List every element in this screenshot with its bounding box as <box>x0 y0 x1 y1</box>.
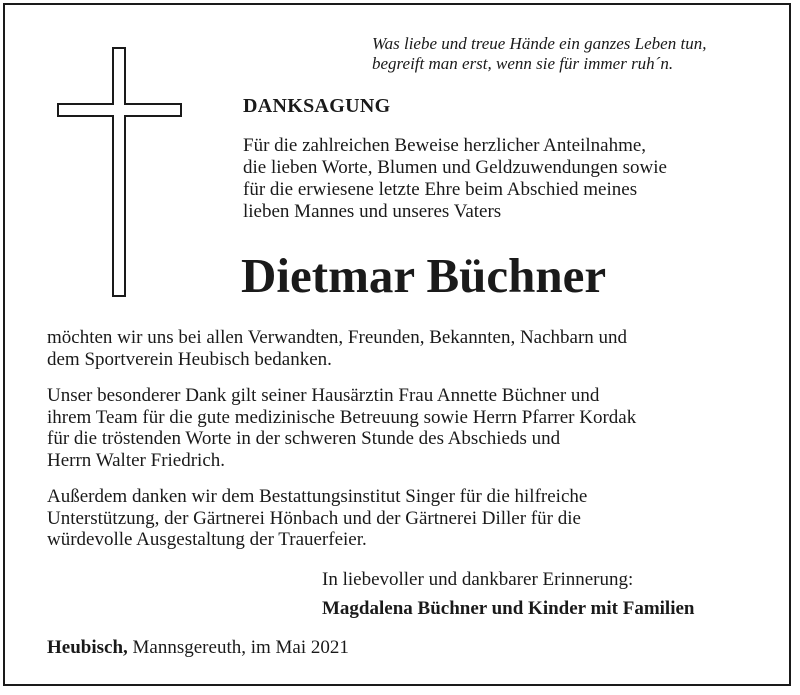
place-name: Heubisch, <box>47 637 128 658</box>
signature: Magdalena Büchner und Kinder mit Familien <box>322 598 695 619</box>
paragraph-line: Unser besonderer Dank gilt seiner Hausärztin Frau Annette Büchner und <box>47 385 600 406</box>
intro-line: Für die zahlreichen Beweise herzlicher Anteilnahme, <box>243 135 647 156</box>
paragraph-line: ihrem Team für die gute medizinische Betreuung sowie Herrn Pfarrer Kordak <box>47 406 637 428</box>
intro-line: für die erwiesene letzte Ehre beim Abschied meines <box>243 179 638 200</box>
motto-line: begreift man erst, wenn sie für immer ruh´n. <box>372 54 674 73</box>
place-date-text: Mannsgereuth, im Mai 2021 <box>127 637 349 658</box>
thanks-paragraph-2 <box>47 385 767 471</box>
paragraph-line: Unterstützung, der Gärtnerei Hönbach und der Gärtnerei Diller für die <box>47 507 581 529</box>
intro-line: die lieben Worte, Blumen und Geldzuwendungen sowie <box>243 157 667 178</box>
intro-text <box>243 135 773 223</box>
closing-line: In liebevoller und dankbarer Erinnerung: <box>322 569 634 590</box>
place-date <box>47 637 349 659</box>
thanks-paragraph-3 <box>47 486 767 551</box>
deceased-name: Dietmar Büchner <box>241 248 607 303</box>
cross-icon <box>57 47 182 297</box>
paragraph-line: dem Sportverein Heubisch bedanken. <box>47 348 332 370</box>
paragraph-line: Außerdem danken wir dem Bestattungsinstitut Singer für die hilfreiche <box>47 486 588 507</box>
paragraph-line: würdevolle Ausgestaltung der Trauerfeier. <box>47 529 367 550</box>
page-title: DANKSAGUNG <box>243 95 391 117</box>
paragraph-line: für die tröstenden Worte in der schweren Stunde des Abschieds und <box>47 428 561 449</box>
paragraph-line: möchten wir uns bei allen Verwandten, Freunden, Bekannten, Nachbarn und <box>47 327 628 348</box>
intro-line: lieben Mannes und unseres Vaters <box>243 201 502 222</box>
thanks-paragraph-1 <box>47 327 767 370</box>
paragraph-line: Herrn Walter Friedrich. <box>47 449 226 471</box>
motto <box>372 34 772 74</box>
motto-line: Was liebe und treue Hände ein ganzes Leben tun, <box>372 34 707 53</box>
